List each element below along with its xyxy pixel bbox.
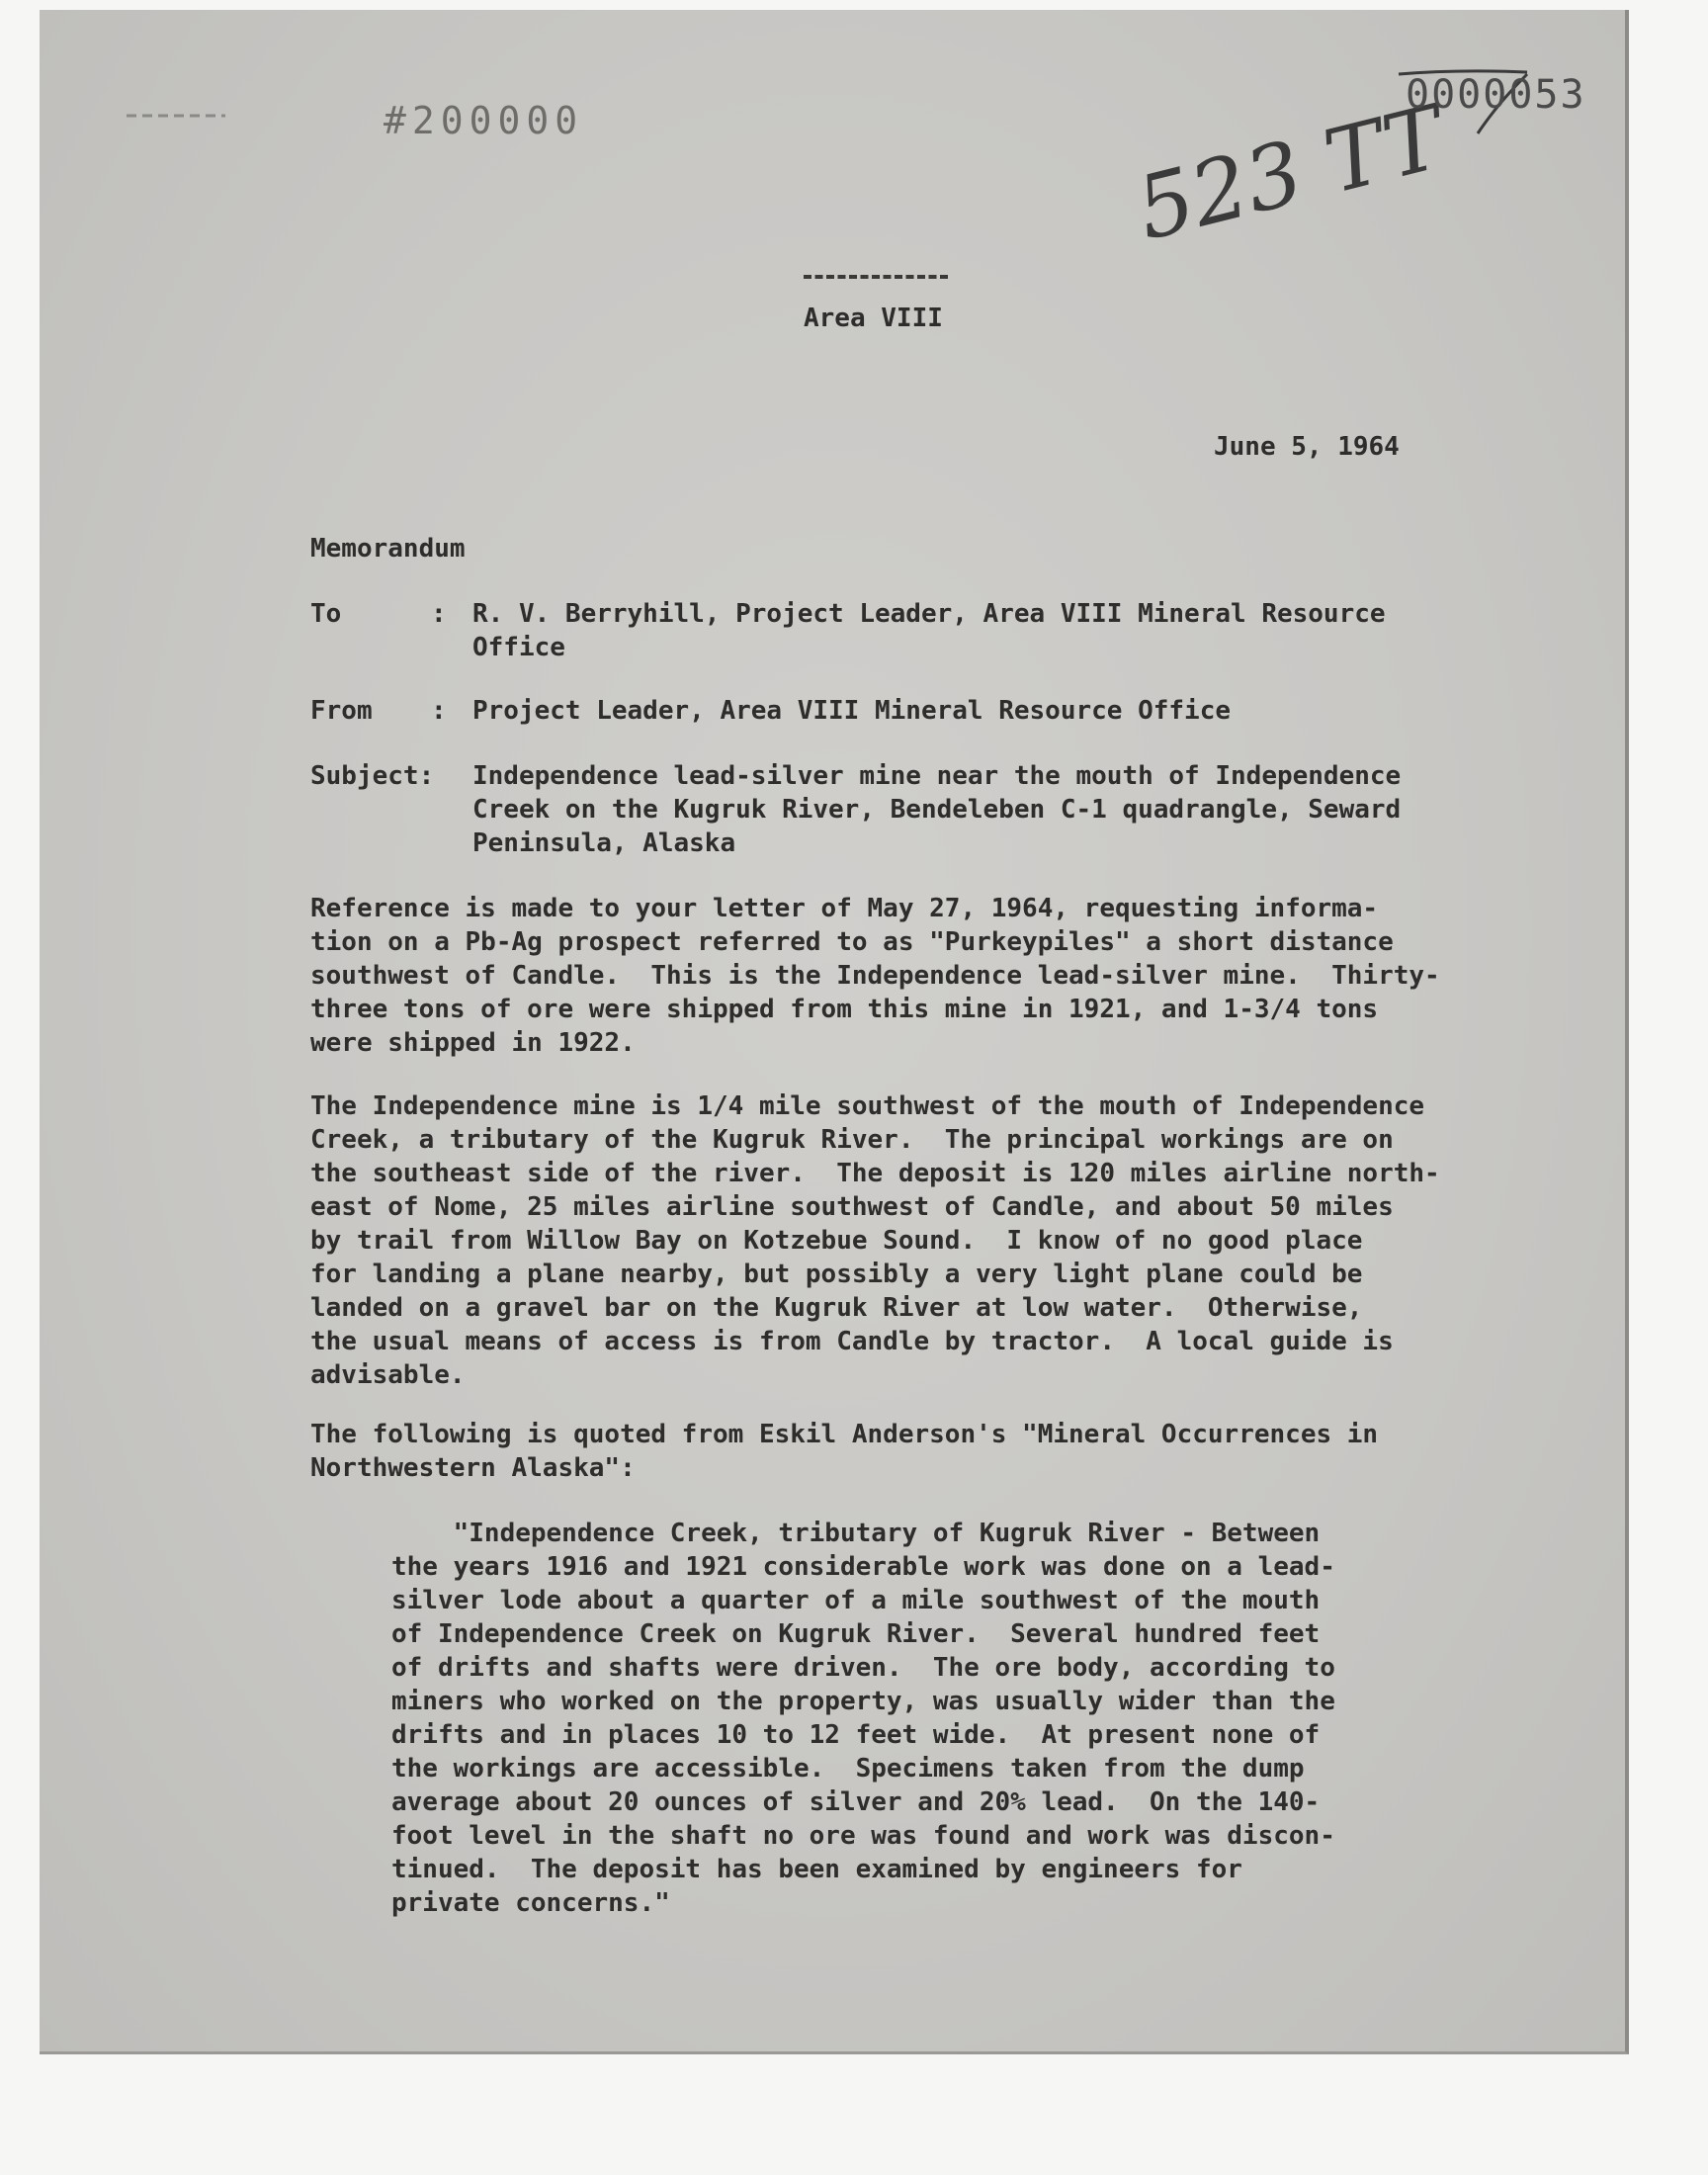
memo-label: Memorandum (310, 534, 466, 564)
to-label: To (310, 599, 342, 629)
header-dashes (804, 275, 948, 279)
from-sender: Project Leader, Area VIII Mineral Resource Office (472, 696, 1232, 726)
to-colon: : (431, 599, 447, 629)
from-label: From (310, 696, 373, 726)
body-paragraph-3: The following is quoted from Eskil Anderson's "Mineral Occurrences in Northwestern Alaska": (310, 1420, 1379, 1483)
body-paragraph-1: Reference is made to your letter of May 27, 1964, requesting informa- tion on a Pb-Ag prospect referred to as "Purkeypiles" a short distance southwest of Candle. This is the Independence lead-silver mine. Thirty- three tons of ore were shipped from this mine in 1921, and 1-3/4 tons were shipped in 1922. (310, 894, 1440, 1058)
subject-label: Subject: (310, 761, 435, 791)
body-paragraph-2: The Independence mine is 1/4 mile southwest of the mouth of Independence Creek, a tributary of the Kugruk River. The principal workings are on the southeast side of the river. The deposit is 120 miles airline north- east of Nome, 25 miles airline southwest of Candle, and about 50 miles by trail from Willow Bay on Kotzebue Sound. I know of no good place for landing a plane nearby, but possibly a very light plane could be landed on a gravel bar on the Kugruk River at low water. Otherwise, the usual means of access is from Candle by tractor. A local guide is advisable. (310, 1091, 1440, 1390)
stamped-id: 0000053 (1406, 72, 1586, 118)
memo-date: June 5, 1964 (1214, 432, 1400, 462)
stamp-number: #200000 (384, 99, 584, 142)
subject-text: Independence lead-silver mine near the mouth of Independence Creek on the Kugruk River, Bendeleben C-1 quadrangle, Seward Peninsula, Alaska (472, 761, 1402, 858)
scanned-sheet (40, 10, 1629, 2054)
quoted-passage: "Independence Creek, tributary of Kugruk River - Between the years 1916 and 1921 considerable work was done on a lead- silver lode about a quarter of a mile southwest of the mouth of Independence Creek on Kugruk River. Several hundred feet of drifts and shafts were driven. The ore body, according to miners who worked on the property, was usually wider than the drifts and in places 10 to 12 feet wide. At present none of the workings are accessible. Specimens taken from the dump average about 20 ounces of silver and 20% lead. On the 140- foot level in the shaft no ore was found and work was discon- tinued. The deposit has been examined by engineers for private concerns." (391, 1519, 1335, 1918)
from-colon: : (431, 696, 447, 726)
handwritten-number: 523 TT (1127, 85, 1454, 261)
area-title: Area VIII (804, 304, 943, 333)
to-recipient: R. V. Berryhill, Project Leader, Area VIII Mineral Resource Office (472, 599, 1386, 662)
smudge-mark (127, 113, 225, 119)
